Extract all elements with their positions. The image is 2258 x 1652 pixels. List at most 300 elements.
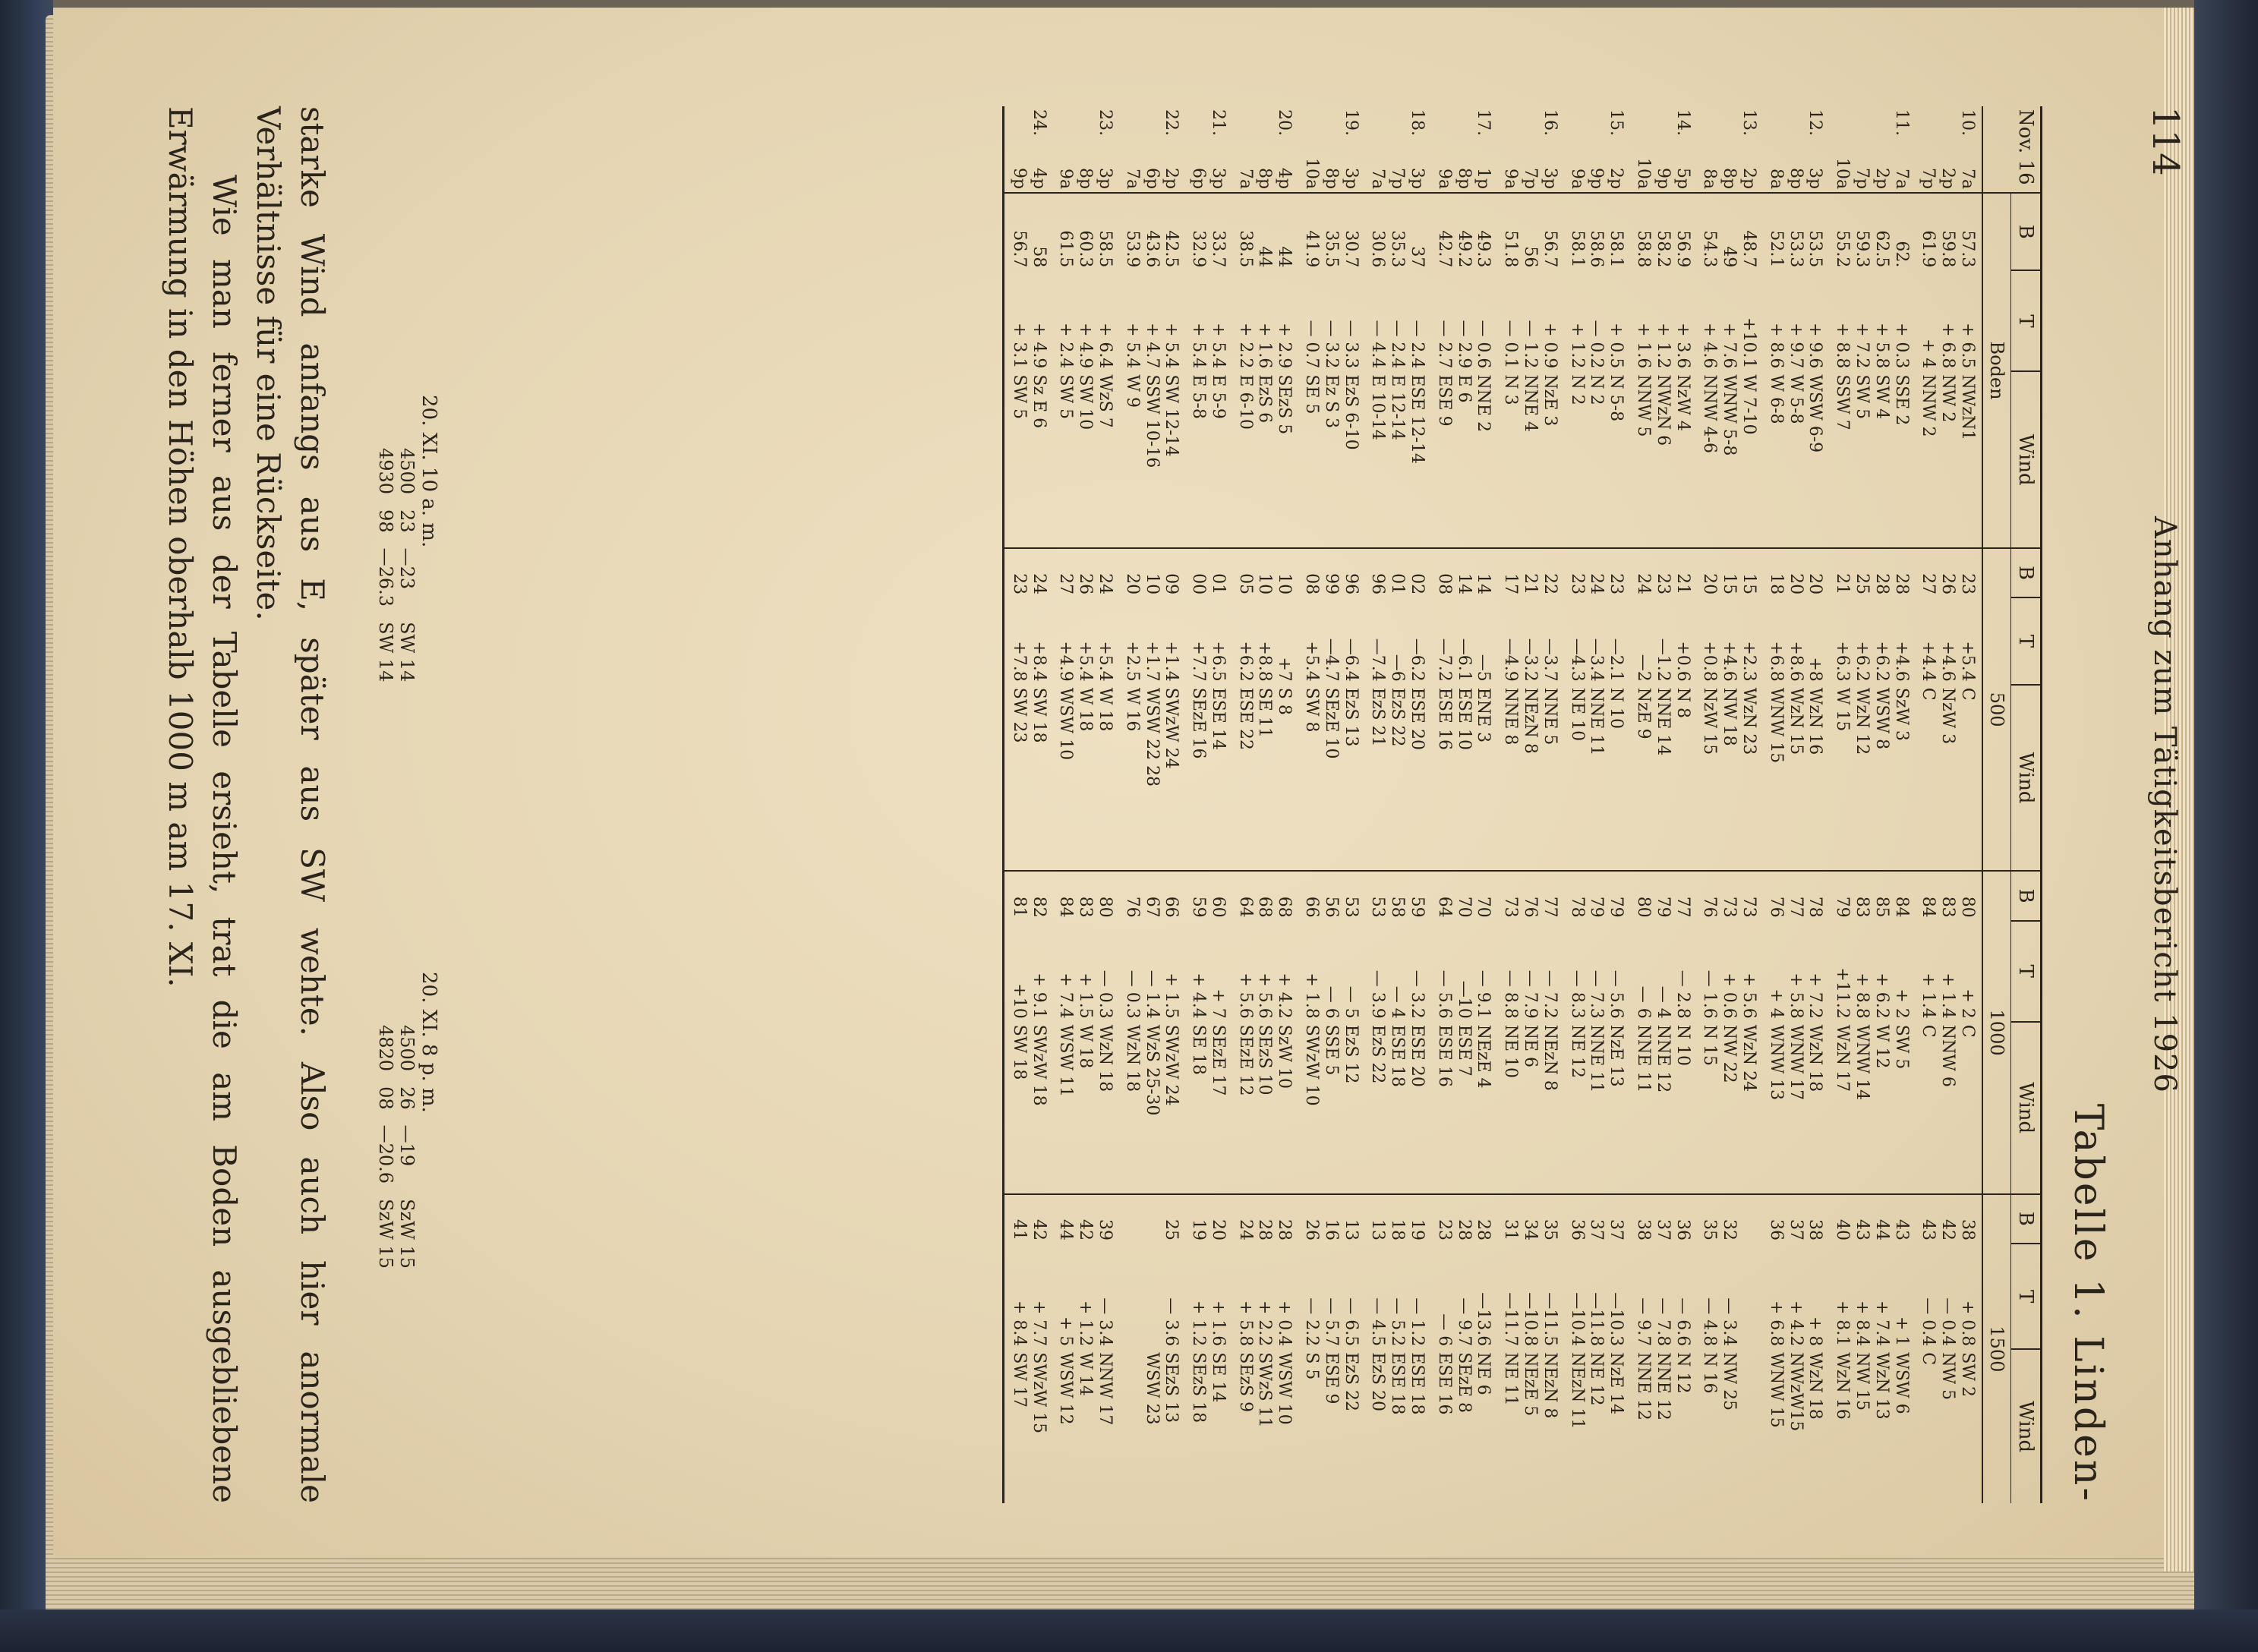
table-cell: 3p bbox=[1095, 155, 1122, 193]
table-cell bbox=[1142, 106, 1162, 155]
table-cell: NW 25 bbox=[1720, 1352, 1739, 1411]
table-cell: —10.8 bbox=[1521, 1292, 1541, 1347]
page-header bbox=[2133, 106, 2187, 1503]
note-cell: SzW 15 bbox=[396, 1199, 418, 1269]
table-cell bbox=[1255, 106, 1275, 155]
table-cell: 53 bbox=[1368, 896, 1388, 918]
table-cell: 31 bbox=[1501, 1219, 1521, 1241]
table-cell: S 8 bbox=[1275, 685, 1302, 872]
table-cell: NEzE 5 bbox=[1521, 1352, 1541, 1417]
table-cell: SW 17 bbox=[1003, 1349, 1028, 1503]
table-row bbox=[1673, 106, 1700, 1503]
table-cell: 8p bbox=[1454, 155, 1474, 193]
table-cell bbox=[1872, 106, 1891, 155]
table-cell: E 12-14 bbox=[1387, 371, 1407, 547]
table-cell bbox=[1739, 1349, 1766, 1503]
table-cell: W 5-8 bbox=[1786, 371, 1805, 547]
table-cell: + 6.4 bbox=[1095, 323, 1115, 369]
table-cell: —10 bbox=[1454, 980, 1474, 1019]
table-cell: WzN 18 bbox=[1122, 1022, 1142, 1194]
table-cell: +6.3 bbox=[1833, 641, 1853, 682]
table-cell: NE 11 bbox=[1501, 1352, 1521, 1406]
table-cell: — 3.2 bbox=[1321, 320, 1341, 369]
table-cell: NNE 11 bbox=[1587, 685, 1607, 872]
table-cell: 26 bbox=[1938, 573, 1958, 595]
table-cell: —6.4 bbox=[1341, 638, 1361, 682]
table-cell: +7.8 bbox=[1003, 597, 1028, 685]
table-cell: WzN 17 bbox=[1832, 1022, 1852, 1194]
table-cell: 22. bbox=[1162, 109, 1181, 136]
table-cell: SE 18 bbox=[1188, 1022, 1208, 1194]
table-cell: 4p bbox=[1275, 155, 1302, 193]
table-cell: 62. bbox=[1891, 241, 1911, 268]
table-cell bbox=[1368, 106, 1388, 155]
table-cell: ESE 10 bbox=[1454, 685, 1474, 872]
table-cell: 42 bbox=[1076, 1219, 1096, 1241]
table-cell: W 18 bbox=[1075, 685, 1095, 872]
table-cell: ESE 12-14 bbox=[1407, 371, 1434, 547]
table-cell: EzS 21 bbox=[1368, 685, 1388, 872]
table-cell: + 5.4 bbox=[1208, 323, 1228, 369]
table-cell: —11.8 bbox=[1587, 1292, 1607, 1347]
table-cell: SW 5 bbox=[1056, 371, 1076, 547]
table-cell: C bbox=[1957, 1022, 1982, 1194]
table-row bbox=[1540, 106, 1567, 1503]
table-cell: 13. bbox=[1739, 109, 1759, 136]
table-cell: 7a bbox=[1122, 155, 1142, 193]
table-cell: 42.7 bbox=[1434, 230, 1454, 268]
table-cell: +5.4 bbox=[1076, 641, 1096, 682]
table-cell: — 0.1 bbox=[1501, 320, 1521, 369]
table-cell: + 5.4 bbox=[1189, 323, 1209, 369]
table-cell: 7p bbox=[1520, 155, 1540, 193]
table-cell: 15. bbox=[1607, 109, 1626, 136]
table-cell: —10.3 bbox=[1607, 1292, 1626, 1347]
table-cell: — 3.6 bbox=[1162, 1297, 1181, 1347]
table-cell: +0.6 bbox=[1673, 641, 1692, 682]
table-cell: 2p bbox=[1739, 155, 1766, 193]
table-cell: +8.4 bbox=[1029, 641, 1049, 682]
table-cell: 37 bbox=[1607, 1219, 1626, 1241]
note-cell: 08 bbox=[375, 1086, 396, 1110]
table-cell: SE 14 bbox=[1208, 1352, 1228, 1403]
table-cell: 19. bbox=[1341, 109, 1361, 136]
table-cell: 58.2 bbox=[1653, 230, 1673, 268]
table-cell bbox=[1919, 106, 1938, 155]
table-cell: WNW 15 bbox=[1766, 1352, 1786, 1428]
table-cell: — 9.7 bbox=[1634, 1297, 1654, 1347]
table-cell: EzS 6-10 bbox=[1341, 371, 1368, 547]
table-cell: SWzW 15 bbox=[1029, 1352, 1049, 1434]
table-cell: + 1.6 bbox=[1634, 323, 1654, 369]
table-cell: 49 bbox=[1720, 246, 1739, 268]
note-cell: 4500 bbox=[396, 1025, 418, 1072]
table-cell: + 4.4 bbox=[1189, 973, 1209, 1019]
table-cell: SW 2 bbox=[1957, 1349, 1982, 1503]
table-cell: N 12 bbox=[1673, 1352, 1692, 1394]
table-cell: 08 bbox=[1302, 573, 1322, 595]
table-cell: WzS 7 bbox=[1095, 371, 1122, 547]
note-cell: —20.6 bbox=[375, 1124, 396, 1184]
table-cell: 64 bbox=[1235, 896, 1255, 918]
table-cell: —3.2 bbox=[1521, 638, 1541, 682]
table-cell: NE 6 bbox=[1520, 1022, 1540, 1194]
note-left-title: 20. XI. 10 a. m. bbox=[418, 395, 440, 548]
table-cell: 35 bbox=[1700, 1219, 1720, 1241]
table-cell: — 3.4 bbox=[1720, 1297, 1739, 1347]
table-cell: 18 bbox=[1388, 1219, 1408, 1241]
table-cell: — 4.4 bbox=[1368, 320, 1388, 369]
table-cell: 78 bbox=[1805, 896, 1825, 918]
table-cell: + 5.4 bbox=[1122, 323, 1142, 369]
table-row bbox=[1500, 106, 1520, 1503]
table-cell: 23 bbox=[1653, 573, 1673, 595]
note-row bbox=[396, 1017, 418, 1276]
table-cell: 23 bbox=[1957, 548, 1982, 597]
table-cell: 62.5 bbox=[1872, 230, 1891, 268]
table-cell: + 8.8 bbox=[1853, 973, 1872, 1019]
table-cell: SzW 10 bbox=[1275, 1022, 1302, 1194]
table-cell: Ez S 3 bbox=[1321, 371, 1341, 547]
table-cell: 28 bbox=[1891, 573, 1911, 595]
table-cell: 43 bbox=[1891, 1219, 1911, 1241]
table-cell: — 7.9 bbox=[1521, 969, 1541, 1019]
table-cell: SSE 2 bbox=[1891, 371, 1919, 547]
table-row bbox=[1805, 106, 1833, 1503]
table-cell: 51.8 bbox=[1501, 230, 1521, 268]
table-row bbox=[1208, 106, 1235, 1503]
table-cell: 20 bbox=[1700, 573, 1720, 595]
table-cell: + 8.6 bbox=[1766, 323, 1786, 369]
table-cell: 18. bbox=[1408, 109, 1427, 136]
table-cell: NEzN 8 bbox=[1540, 1022, 1567, 1194]
table-cell: 73 bbox=[1739, 896, 1759, 918]
table-cell: + 9.1 bbox=[1029, 973, 1049, 1019]
table-row bbox=[1029, 106, 1056, 1503]
table-cell: WzN 18 bbox=[1095, 1022, 1122, 1194]
table-cell: —10.4 bbox=[1567, 1292, 1587, 1347]
table-cell: E 10-14 bbox=[1368, 371, 1388, 547]
table-cell: 11. bbox=[1891, 109, 1911, 136]
table-cell: 20 bbox=[1122, 573, 1142, 595]
table-cell: 56.7 bbox=[1003, 193, 1028, 270]
table-cell: —13.6 bbox=[1474, 1292, 1493, 1347]
table-cell: 37 bbox=[1408, 246, 1427, 268]
table-cell: — 7.8 bbox=[1653, 1297, 1673, 1347]
table-cell: + 1.6 bbox=[1255, 323, 1275, 369]
table-cell: 79 bbox=[1653, 896, 1673, 918]
table-cell: 58.1 bbox=[1567, 230, 1587, 268]
table-cell: W 18 bbox=[1075, 1022, 1095, 1194]
table-cell: 42 bbox=[1029, 1219, 1049, 1241]
table-cell: NzE 9 bbox=[1633, 685, 1653, 872]
table-cell: SEzS 18 bbox=[1189, 1352, 1209, 1423]
table-cell: 58 bbox=[1029, 246, 1049, 268]
table-cell: 28 bbox=[1255, 1219, 1275, 1241]
table-cell: SEzS 10 bbox=[1255, 1022, 1275, 1194]
table-cell: 37 bbox=[1587, 1219, 1607, 1241]
table-cell: SW 5 bbox=[1003, 371, 1028, 547]
table-cell: 58 bbox=[1388, 896, 1408, 918]
table-cell: SWzW 18 bbox=[1029, 1022, 1056, 1194]
table-cell: SE 5 bbox=[1301, 371, 1321, 547]
table-cell: — 0.4 bbox=[1919, 1297, 1938, 1347]
table-cell: — 6 bbox=[1434, 1313, 1454, 1347]
table-cell bbox=[1633, 106, 1653, 155]
table-cell: ESE 16 bbox=[1434, 685, 1454, 872]
table-cell: WzN 13 bbox=[1872, 1352, 1891, 1420]
table-cell: 3p bbox=[1805, 155, 1833, 193]
table-cell bbox=[1500, 106, 1520, 155]
table-cell bbox=[1387, 106, 1407, 155]
table-cell: — 4 bbox=[1388, 985, 1408, 1019]
col-b-2: B bbox=[2011, 871, 2042, 920]
table-cell: NNW 17 bbox=[1095, 1352, 1115, 1426]
table-cell: WNW 13 bbox=[1766, 1022, 1786, 1194]
table-cell: — 2.9 bbox=[1454, 320, 1474, 369]
table-cell: + 1.2 bbox=[1076, 1300, 1096, 1347]
table-cell: E 6-10 bbox=[1235, 371, 1255, 547]
book-cover-right bbox=[2194, 0, 2258, 1652]
table-row bbox=[1957, 106, 1982, 1503]
table-cell bbox=[1321, 106, 1341, 155]
note-row bbox=[375, 1017, 396, 1276]
table-cell: 36 bbox=[1766, 1219, 1786, 1241]
table-cell: 13 bbox=[1341, 1219, 1361, 1241]
table-cell: 44 bbox=[1255, 246, 1275, 268]
table-cell: WNW 14 bbox=[1852, 1022, 1872, 1194]
table-row bbox=[1235, 106, 1255, 1503]
table-row bbox=[1587, 106, 1607, 1503]
table-row bbox=[1872, 106, 1891, 1503]
table-cell: NWzN 6 bbox=[1653, 371, 1673, 547]
table-cell: 3p bbox=[1341, 155, 1368, 193]
note-left-table bbox=[375, 440, 418, 689]
table-cell: — 1.2 bbox=[1408, 1297, 1427, 1347]
table-cell: 55.2 bbox=[1833, 230, 1853, 268]
table-cell: 77 bbox=[1786, 896, 1805, 918]
table-cell: 56 bbox=[1521, 246, 1541, 268]
col-t-1: T bbox=[2011, 597, 2042, 685]
table-cell: + 0.8 bbox=[1957, 1244, 1982, 1349]
table-cell: + 7.2 bbox=[1805, 973, 1825, 1019]
table-cell: —6.2 bbox=[1408, 638, 1427, 682]
table-cell: 22 bbox=[1540, 573, 1559, 595]
data-table bbox=[1002, 106, 2042, 1503]
table-cell: N 10 bbox=[1606, 685, 1633, 872]
table-cell: 19 bbox=[1408, 1219, 1427, 1241]
table-row bbox=[1454, 106, 1474, 1503]
table-cell: C bbox=[1919, 1352, 1938, 1366]
table-cell: 23 bbox=[1567, 573, 1587, 595]
table-cell: 66 bbox=[1302, 896, 1322, 918]
table-cell: — 0.4 bbox=[1938, 1297, 1958, 1347]
table-cell: ENE 3 bbox=[1474, 685, 1501, 872]
table-cell: EzS 22 bbox=[1341, 1352, 1361, 1411]
table-cell: S 5 bbox=[1302, 1352, 1322, 1380]
table-cell: 28 bbox=[1872, 573, 1891, 595]
table-cell bbox=[1719, 106, 1739, 155]
table-cell: — 2.8 bbox=[1673, 969, 1692, 1019]
table-cell: + 8.1 bbox=[1833, 1300, 1853, 1347]
table-cell: + 2 bbox=[1957, 921, 1982, 1022]
table-cell: 4p bbox=[1029, 155, 1056, 193]
note-right-table bbox=[375, 1017, 418, 1276]
table-row bbox=[1255, 106, 1275, 1503]
table-cell: 42.5 bbox=[1162, 230, 1181, 268]
table-cell: — 6 bbox=[1634, 985, 1654, 1019]
table-cell: 14 bbox=[1474, 573, 1493, 595]
table-cell: 79 bbox=[1833, 896, 1853, 918]
table-cell: ESE 9 bbox=[1434, 371, 1454, 547]
table-cell: 3p bbox=[1540, 155, 1567, 193]
table-cell: 84 bbox=[1056, 896, 1076, 918]
table-cell: NNE 4 bbox=[1520, 371, 1540, 547]
table-cell: +6.2 bbox=[1872, 641, 1891, 682]
col-b-1: B bbox=[2011, 548, 2042, 597]
table-cell: 2p bbox=[1162, 155, 1189, 193]
col-b-3: B bbox=[2011, 1194, 2042, 1244]
table-cell bbox=[1832, 106, 1852, 155]
table-cell: SW 4 bbox=[1872, 371, 1891, 547]
table-cell: 52.1 bbox=[1766, 230, 1786, 268]
table-cell: 01 bbox=[1388, 573, 1408, 595]
table-cell: 78 bbox=[1567, 896, 1587, 918]
table-cell: + 8.4 bbox=[1003, 1244, 1028, 1349]
table-cell: 1p bbox=[1474, 155, 1501, 193]
table-cell: 68 bbox=[1255, 896, 1275, 918]
table-cell: 9a bbox=[1434, 155, 1454, 193]
table-row bbox=[1520, 106, 1540, 1503]
table-cell: 44 bbox=[1872, 1219, 1891, 1241]
table-cell: — 5.7 bbox=[1321, 1297, 1341, 1347]
table-cell: + 7.2 bbox=[1853, 323, 1872, 369]
table-cell: 43.6 bbox=[1142, 230, 1162, 268]
table-cell: — 5.2 bbox=[1388, 1297, 1408, 1347]
table-cell: 38 bbox=[1805, 1219, 1825, 1241]
table-cell: NNE 8 bbox=[1500, 685, 1520, 872]
table-cell: SWzW 10 bbox=[1301, 1022, 1321, 1194]
note-right-title: 20. XI. 8 p. m. bbox=[418, 972, 440, 1113]
table-row bbox=[1719, 106, 1739, 1503]
table-cell: 64 bbox=[1434, 896, 1454, 918]
table-cell: —3.4 bbox=[1587, 638, 1607, 682]
table-cell: — 2.4 bbox=[1388, 320, 1408, 369]
table-cell: 7a bbox=[1957, 155, 1982, 193]
table-cell bbox=[1056, 106, 1076, 155]
table-cell: W 7-10 bbox=[1739, 371, 1766, 547]
table-cell: 37 bbox=[1786, 1219, 1805, 1241]
table-cell: 41.9 bbox=[1302, 230, 1322, 268]
table-cell: — 3.3 bbox=[1341, 320, 1361, 369]
table-cell: + 8 bbox=[1805, 1316, 1825, 1347]
col-t-3: T bbox=[2011, 1244, 2042, 1349]
note-cell: SW 14 bbox=[375, 622, 396, 683]
table-cell: 35 bbox=[1540, 1219, 1559, 1241]
table-cell: 96 bbox=[1341, 573, 1361, 595]
level-header-row bbox=[1982, 106, 2011, 1503]
table-cell: 20 bbox=[1208, 1219, 1228, 1241]
book-cover-bottom bbox=[0, 1609, 2258, 1652]
table-cell: Sz E 6 bbox=[1029, 371, 1056, 547]
table-cell: + 4 bbox=[1766, 988, 1786, 1019]
table-cell: 2p bbox=[1872, 155, 1891, 193]
table-cell: + 2 bbox=[1891, 988, 1911, 1019]
table-cell: NNE 14 bbox=[1653, 685, 1673, 872]
table-cell: 56.9 bbox=[1673, 230, 1692, 268]
table-cell: + 6.2 bbox=[1872, 973, 1891, 1019]
table-cell: 17. bbox=[1474, 109, 1493, 136]
table-row bbox=[1786, 106, 1805, 1503]
note-cell: 23 bbox=[396, 509, 418, 533]
table-cell: WSW 6-9 bbox=[1805, 371, 1833, 547]
table-cell: 53.9 bbox=[1122, 230, 1142, 268]
table-cell: + 1.4 bbox=[1938, 973, 1958, 1019]
table-cell bbox=[1122, 1244, 1142, 1349]
table-cell: — 6.6 bbox=[1673, 1297, 1692, 1347]
table-cell: 37 bbox=[1653, 1219, 1673, 1241]
table-row bbox=[1162, 106, 1189, 1503]
table-row bbox=[1567, 106, 1587, 1503]
table-cell: WSW 8 bbox=[1872, 685, 1891, 872]
table-cell: + 8.4 bbox=[1853, 1300, 1872, 1347]
table-cell: —6.1 bbox=[1454, 638, 1474, 682]
table-cell: — 2.4 bbox=[1408, 320, 1427, 369]
table-cell: 27 bbox=[1056, 573, 1076, 595]
table-cell: 76 bbox=[1521, 896, 1541, 918]
table-cell: 84 bbox=[1919, 896, 1938, 918]
table-cell: NE 10 bbox=[1500, 1022, 1520, 1194]
table-cell: + 1.8 bbox=[1302, 973, 1322, 1019]
table-cell: + 4.9 bbox=[1029, 323, 1049, 369]
table-cell: 8a bbox=[1700, 155, 1720, 193]
table-cell: 57.3 bbox=[1957, 193, 1982, 270]
table-cell: NWzW15 bbox=[1786, 1352, 1805, 1432]
table-cell: EzS 22 bbox=[1387, 685, 1407, 872]
table-cell: — 8.3 bbox=[1567, 969, 1587, 1019]
table-cell: 30.7 bbox=[1341, 230, 1361, 268]
table-cell: SW 5 bbox=[1852, 371, 1872, 547]
table-cell: + 9.7 bbox=[1786, 323, 1805, 369]
table-cell: SEzS 13 bbox=[1162, 1352, 1181, 1423]
table-cell: + 1.4 bbox=[1919, 973, 1938, 1019]
table-cell: +5.4 bbox=[1302, 641, 1322, 682]
note-cell: —19 bbox=[396, 1124, 418, 1167]
table-cell: E 5-8 bbox=[1188, 371, 1208, 547]
table-cell: —7.2 bbox=[1434, 638, 1454, 682]
table-cell: 76 bbox=[1122, 896, 1142, 918]
paragraph-1: starke Wind anfangs aus E, später aus SW wehte. Also auch hier anormale Verhältnisse für eine Rückseite. bbox=[250, 106, 331, 1503]
table-cell: WSW 11 bbox=[1056, 1022, 1076, 1194]
table-cell: 23 bbox=[1607, 573, 1626, 595]
table-cell: 82 bbox=[1029, 896, 1049, 918]
month-header: Nov. 16 bbox=[1982, 106, 2042, 193]
table-cell: —11.7 bbox=[1501, 1292, 1521, 1347]
table-cell: 2p bbox=[1938, 155, 1957, 193]
table-cell: + 4 bbox=[1919, 338, 1938, 369]
table-cell: ESE 18 bbox=[1387, 1022, 1407, 1194]
table-cell: +10 bbox=[1003, 921, 1028, 1022]
table-cell bbox=[1003, 106, 1028, 155]
table-cell: — 3.9 bbox=[1368, 969, 1388, 1019]
table-cell: 9a bbox=[1056, 155, 1076, 193]
table-cell: W 18 bbox=[1095, 685, 1122, 872]
table-cell: 10a bbox=[1633, 155, 1653, 193]
note-right bbox=[375, 972, 440, 1427]
table-cell: —7.4 bbox=[1368, 638, 1388, 682]
table-cell: 21 bbox=[1673, 573, 1692, 595]
table-cell: +2.3 bbox=[1739, 641, 1759, 682]
